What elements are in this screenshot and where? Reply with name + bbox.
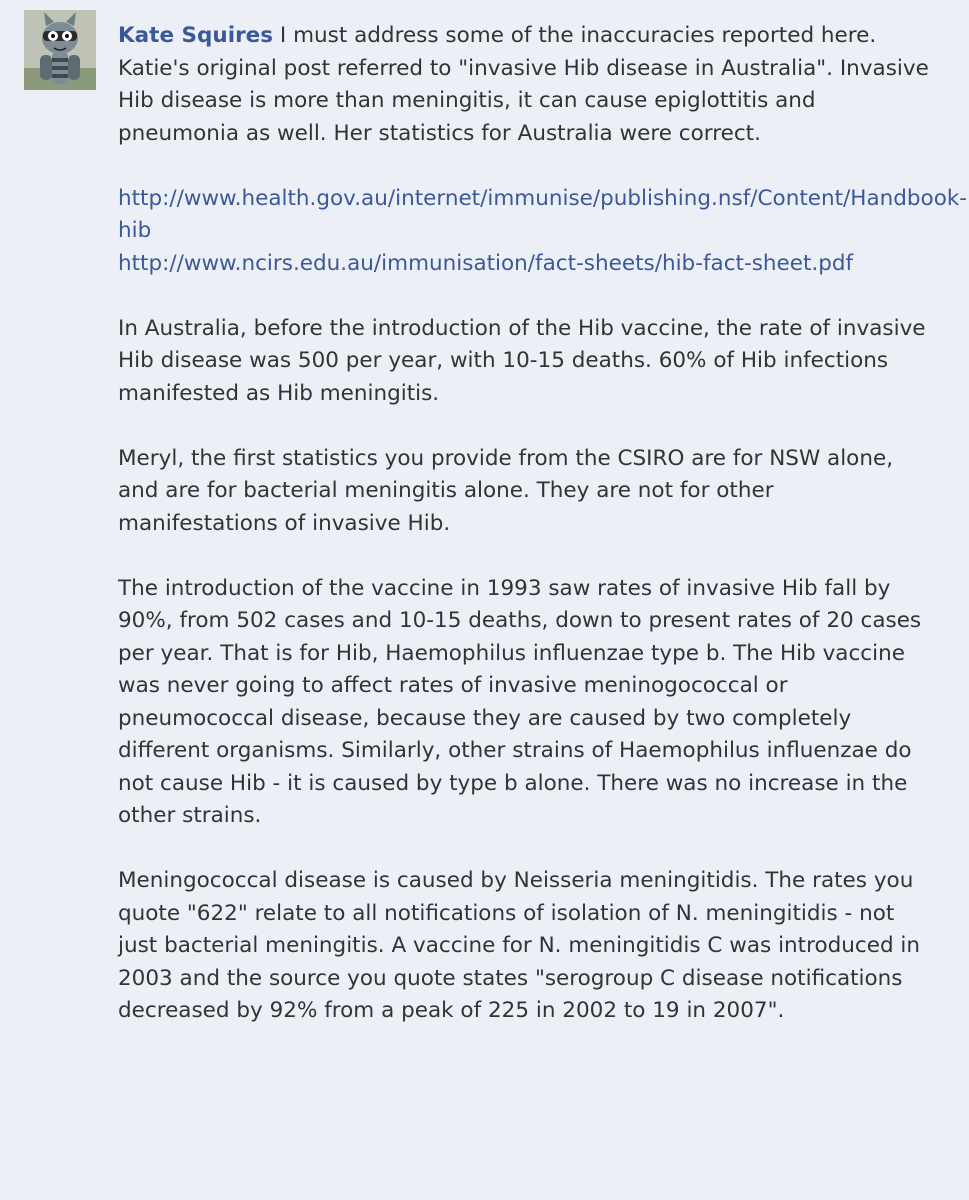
comment-author-link[interactable]: Kate Squires	[118, 23, 274, 48]
comment-paragraph: Meningococcal disease is caused by Neisseria meningitidis. The rates you quote "622" relate to all notifications of isolation of N. meningitidis - not just bacterial meningitis. A vaccine for N. meningitidis C was introduced in 2003 and the source you quote states "serogroup C disease notifications decreased by 92% from a peak of 225 in 2002 to 19 in 2007".	[118, 868, 921, 1023]
comment-paragraph: In Australia, before the introduction of the Hib vaccine, the rate of invasive Hib disease was 500 per year, with 10-15 deaths. 60% of Hib infections manifested as Hib meningitis.	[118, 315, 926, 406]
link-ncirs[interactable]: http://www.ncirs.edu.au/immunisation/fact-sheets/hib-fact-sheet.pdf	[118, 250, 854, 276]
comment-intro	[118, 20, 936, 150]
link-list	[118, 183, 968, 281]
comment-body	[118, 20, 968, 1060]
comment-intro-text: I must address some of the inaccuracies reported here. Katie's original post referred to "invasive Hib disease in Australia". Invasive Hib disease is more than meningitis, it can cause epiglottitis and pneumonia as well. Her statistics for Australia were correct.	[118, 23, 929, 146]
comment-paragraph: The introduction of the vaccine in 1993 saw rates of invasive Hib fall by 90%, from 502 cases and 10-15 deaths, down to present rates of 20 cases per year. That is for Hib, Haemophilus influenzae type b. The Hib vaccine was never going to affect rates of invasive meninogococcal or pneumococcal disease, because they are caused by two completely different organisms. Similarly, other strains of Haemophilus influenzae do not cause Hib - it is caused by type b alone. There was no increase in the other strains.	[118, 575, 922, 828]
raccoon-avatar-icon[interactable]	[24, 10, 96, 90]
link-health-gov[interactable]: http://www.health.gov.au/internet/immunise/publishing.nsf/Content/Handbook-hib	[118, 185, 968, 243]
comment-paragraph: Meryl, the first statistics you provide from the CSIRO are for NSW alone, and are for bacterial meningitis alone. They are not for other manifestations of invasive Hib.	[118, 445, 894, 536]
